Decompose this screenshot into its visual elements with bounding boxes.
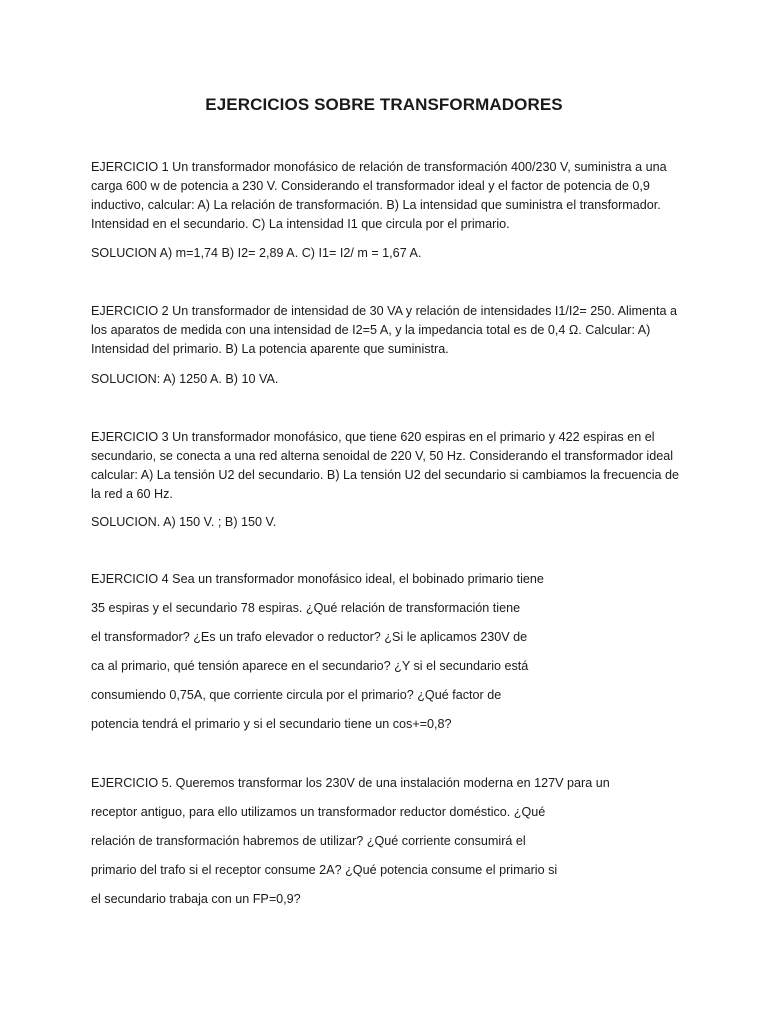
exercise-4-line: consumiendo 0,75A, que corriente circula por el primario? ¿Qué factor de <box>91 688 502 702</box>
exercise-5-line: EJERCICIO 5. Queremos transformar los 230V de una instalación moderna en 127V para un <box>91 776 610 790</box>
document-title: EJERCICIOS SOBRE TRANSFORMADORES <box>205 95 563 114</box>
exercise-4-line: potencia tendrá el primario y si el secundario tiene un cos+=0,8? <box>91 717 452 731</box>
exercise-2-text: EJERCICIO 2 Un transformador de intensidad de 30 VA y relación de intensidades I1/I2= 250. Alimenta a los aparatos de medida con una intensidad de I2=5 A, y la impedancia total es de 0,4 Ω. Calcular: A) Intensidad del primario. B) La potencia aparente que suministra. <box>91 304 678 356</box>
exercise-5-line: primario del trafo si el receptor consume 2A? ¿Qué potencia consume el primario si <box>91 863 558 877</box>
exercise-2-solution: SOLUCION: A) 1250 A. B) 10 VA. <box>91 372 279 386</box>
exercise-5-line: el secundario trabaja con un FP=0,9? <box>91 892 301 906</box>
exercise-1-text: EJERCICIO 1 Un transformador monofásico de relación de transformación 400/230 V, suministra a una carga 600 w de potencia a 230 V. Considerando el transformador ideal y el factor de potencia de 0,9 inductivo, calcular: A) La relación de transformación. B) La intensidad que suministra el transformador. Intensidad en el secundario. C) La intensidad I1 que circula por el primario. <box>91 160 667 231</box>
exercise-4-line: el transformador? ¿Es un trafo elevador o reductor? ¿Si le aplicamos 230V de <box>91 630 528 644</box>
exercise-1-solution: SOLUCION A) m=1,74 B) I2= 2,89 A. C) I1= I2/ m = 1,67 A. <box>91 246 422 260</box>
exercise-4-line: ca al primario, qué tensión aparece en el secundario? ¿Y si el secundario está <box>91 659 529 673</box>
exercise-5-line: relación de transformación habremos de utilizar? ¿Qué corriente consumirá el <box>91 834 526 848</box>
exercise-5-line: receptor antiguo, para ello utilizamos un transformador reductor doméstico. ¿Qué <box>91 805 546 819</box>
exercise-3-text: EJERCICIO 3 Un transformador monofásico, que tiene 620 espiras en el primario y 422 espiras en el secundario, se conecta a una red alterna senoidal de 220 V, 50 Hz. Considerando el transformador ideal calcular: A) La tensión U2 del secundario. B) La tensión U2 del secundario si cambiamos la frecuencia de la red a 60 Hz. <box>91 430 680 501</box>
exercise-4-line: EJERCICIO 4 Sea un transformador monofásico ideal, el bobinado primario tiene <box>91 572 544 586</box>
exercise-4-line: 35 espiras y el secundario 78 espiras. ¿Qué relación de transformación tiene <box>91 601 521 615</box>
exercise-3-solution: SOLUCION. A) 150 V. ; B) 150 V. <box>91 515 277 529</box>
